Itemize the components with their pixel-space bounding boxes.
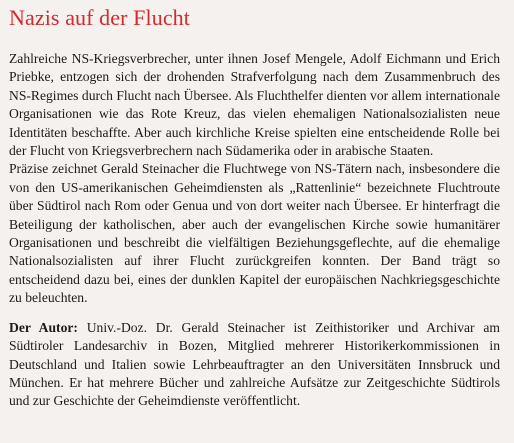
author-label: Der Autor: [9,319,78,335]
article-title: Nazis auf der Flucht [9,5,190,30]
section-gap [9,308,500,319]
article-paragraph-2: Präzise zeichnet Gerald Steinacher die Fluchtwege von NS-Tätern nach, insbesondere die von den US-amerikanischen Geheimdiensten als „Rattenlinie“ bezeichnete Fluchtroute über Südtirol nach Rom oder Genua und von dort weiter nach Übersee. Er hinterfragt die Beteiligung der katholischen, aber auch der evangelischen Kirche sowie humanitärer Organisationen und beschreibt die vielfältigen Beziehungsgeflechte, auf die ehemalige Nationalsozialisten auf ihrer Flucht zurückgreifen konnten. Der Band trägt so entscheidend dazu bei, eines der dunklen Kapitel der europäischen Nachkriegsgeschichte zu beleuchten. [9,161,500,306]
author-text: Univ.-Doz. Dr. Gerald Steinacher ist Zeithistoriker und Archivar am Südtiroler Landesarchiv in Bozen, Mitglied mehrerer Historikerkommissionen in Deutschland und Italien sowie Lehrbeauftragter an den Universitäten Innsbruck und München. Er hat mehrere Bücher und zahlreiche Aufsätze zur Zeitgeschichte Südtirols und zur Geschichte der Geheimdienste veröffentlicht. [9,319,500,409]
article-paragraph-1: Zahlreiche NS-Kriegsverbrecher, unter ihnen Josef Mengele, Adolf Eichmann und Erich Priebke, entzogen sich der drohenden Strafverfolgung nach dem Zusammenbruch des NS-Regimes durch Flucht nach Übersee. Als Fluchthelfer dienten vor allem internationale Organisationen wie das Rote Kreuz, das vielen ehemaligen Nationalsozialisten neue Identitäten beschaffte. Aber auch kirchliche Kreise spielten eine entscheidende Rolle bei der Flucht von Kriegsverbrechern nach Südamerika oder in arabische Staaten. [9,51,500,159]
author-paragraph [9,319,500,411]
